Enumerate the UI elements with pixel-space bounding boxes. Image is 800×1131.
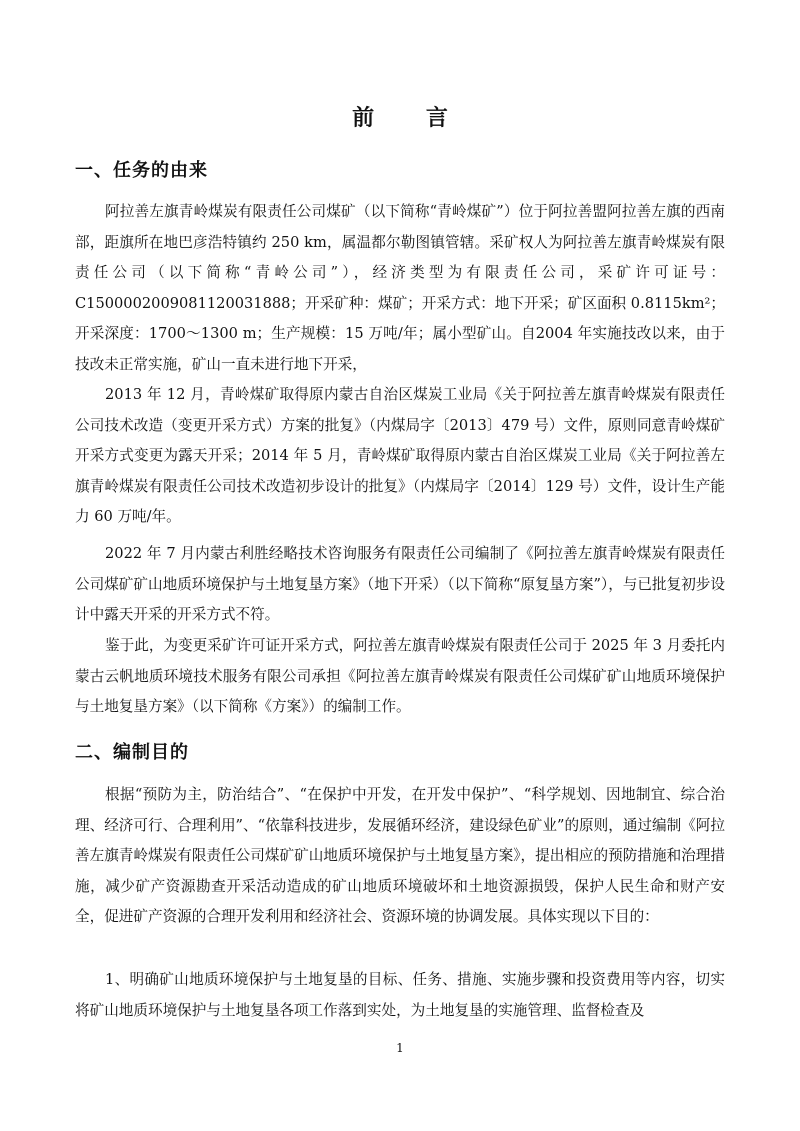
paragraph-2-1: 根据“预防为主，防治结合”、“在保护中开发，在开发中保护”、“科学规划、因地制宜、综合治理、经济可行、合理利用”、“依靠科技进步，发展循环经济，建设绿色矿业”的原则，通过编制《阿拉善左旗青岭煤炭有限责任公司煤矿矿山地质环境保护与土地复垦方案》，提出相应的预防措施和治理措施，减少矿产资源勘查开采活动造成的矿山地质环境破坏和土地资源损毁，保护人民生命和财产安全，促进矿产资源的合理开发利用和经济社会、资源环境的协调发展。具体实现以下目的： <box>75 786 725 925</box>
paragraph-1-4: 鉴于此，为变更采矿许可证开采方式，阿拉善左旗青岭煤炭有限责任公司于 2025 年 3 月委托内蒙古云帆地质环境技术服务有限公司承担《阿拉善左旗青岭煤炭有限责任公司煤矿矿山地质环境保护与土地复垦方案》（以下简称《方案》）的编制工作。 <box>75 637 725 715</box>
paragraph-1-3: 2022 年 7 月内蒙古利胜经略技术咨询服务有限责任公司编制了《阿拉善左旗青岭煤炭有限责任公司煤矿矿山地质环境保护与土地复垦方案》（地下开采）（以下简称“原复垦方案”），与已批复初步设计中露天开采的开采方式不符。 <box>75 545 725 623</box>
page-title: 前 言 <box>352 106 470 131</box>
paragraph-2-2: 1、明确矿山地质环境保护与土地复垦的目标、任务、措施、实施步骤和投资费用等内容，切实将矿山地质环境保护与土地复垦各项工作落到实处，为土地复垦的实施管理、监督检查及 <box>75 971 725 1019</box>
section-heading-1: 一、任务的由来 <box>75 160 208 181</box>
paragraph-1-2: 2013 年 12 月，青岭煤矿取得原内蒙古自治区煤炭工业局《关于阿拉善左旗青岭煤炭有限责任公司技术改造（变更开采方式）方案的批复》（内煤局字〔2013〕479 号）文件，原则同意青岭煤矿开采方式变更为露天开采；2014 年 5 月，青岭煤矿取得原内蒙古自治区煤炭工业局《关于阿拉善左旗青岭煤炭有限责任公司技术改造初步设计的批复》（内煤局字〔2014〕129 号）文件，设计生产能力 60 万吨/年。 <box>75 386 725 525</box>
paragraph-1-1: 阿拉善左旗青岭煤炭有限责任公司煤矿（以下简称“青岭煤矿”）位于阿拉善盟阿拉善左旗的西南部，距旗所在地巴彦浩特镇约 250 km，属温都尔勒图镇管辖。采矿权人为阿拉善左旗青岭煤炭有限责任公司（以下简称“青岭公司”），经济类型为有限责任公司，采矿许可证号：C1500002009081120031888；开采矿种：煤矿；开采方式：地下开采；矿区面积 0.8115km²；开采深度：1700～1300 m；生产规模：15 万吨/年；属小型矿山。自2004 年实施技改以来，由于技改未正常实施，矿山一直未进行地下开采， <box>75 203 725 373</box>
page-number: 1 <box>396 1041 404 1055</box>
section-heading-2: 二、编制目的 <box>75 742 189 763</box>
